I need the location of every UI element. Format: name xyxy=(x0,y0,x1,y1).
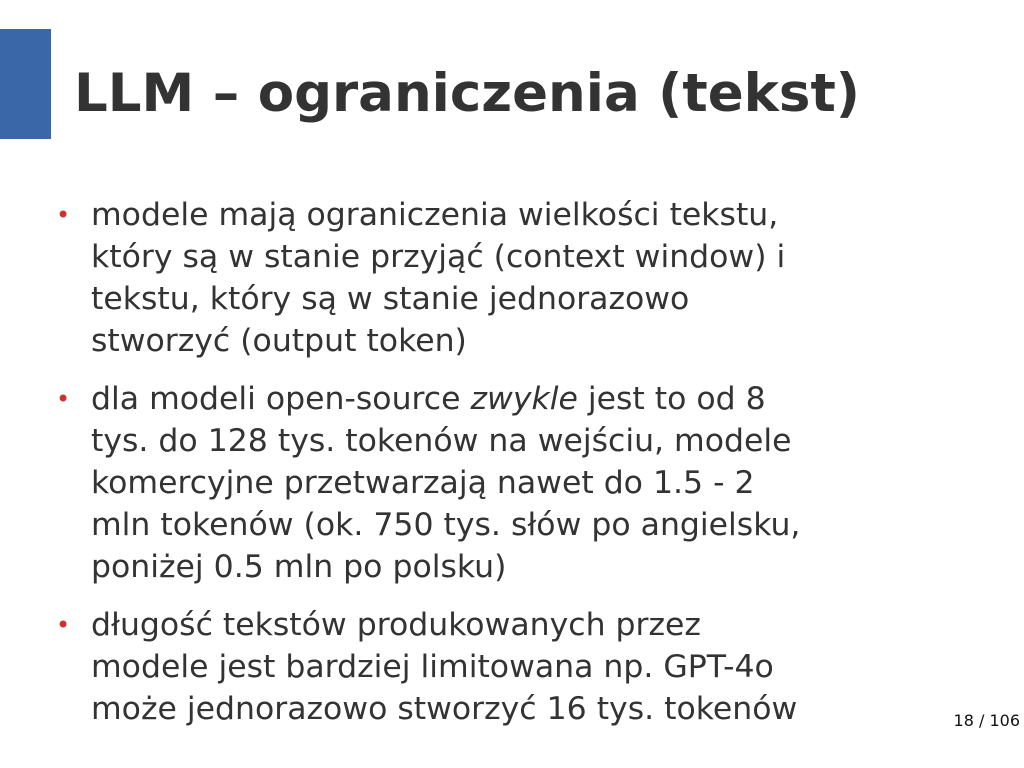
bullet-line: modele mają ograniczenia wielkości tekstu, xyxy=(91,197,779,233)
bullet-list xyxy=(56,194,926,746)
bullet-line: komercyjne przetwarzają nawet do 1.5 - 2 xyxy=(91,465,755,501)
bullet-line: tekstu, który są w stanie jednorazowo xyxy=(91,281,690,317)
slide-title: LLM – ograniczenia (tekst) xyxy=(74,63,861,124)
bullet-line: może jednorazowo stworzyć 16 tys. tokenów xyxy=(91,691,798,727)
bullet-text: dla modeli open-source xyxy=(91,381,471,417)
bullet-line xyxy=(91,378,926,420)
bullet-marker: • xyxy=(56,611,71,639)
title-accent-bar xyxy=(0,29,51,139)
bullet-line: stworzyć (output token) xyxy=(91,323,467,359)
bullet-line: mln tokenów (ok. 750 tys. słów po angielsku, xyxy=(91,507,801,543)
bullet-item-token-limits xyxy=(56,378,926,588)
bullet-line: poniżej 0.5 mln po polsku) xyxy=(91,549,507,585)
bullet-line: który są w stanie przyjąć (context window) i xyxy=(91,239,786,275)
bullet-line: długość tekstów produkowanych przez xyxy=(91,607,701,643)
page-number: 18 / 106 xyxy=(953,711,1020,730)
bullet-item-context-window xyxy=(56,194,926,362)
bullet-item-output-length xyxy=(56,604,926,730)
bullet-line: tys. do 128 tys. tokenów na wejściu, modele xyxy=(91,423,792,459)
bullet-marker: • xyxy=(56,385,71,413)
bullet-marker: • xyxy=(56,201,71,229)
emphasized-text: zwykle xyxy=(470,381,578,417)
bullet-line: modele jest bardziej limitowana np. GPT-4o xyxy=(91,649,774,685)
bullet-text: jest to od 8 xyxy=(577,381,766,417)
